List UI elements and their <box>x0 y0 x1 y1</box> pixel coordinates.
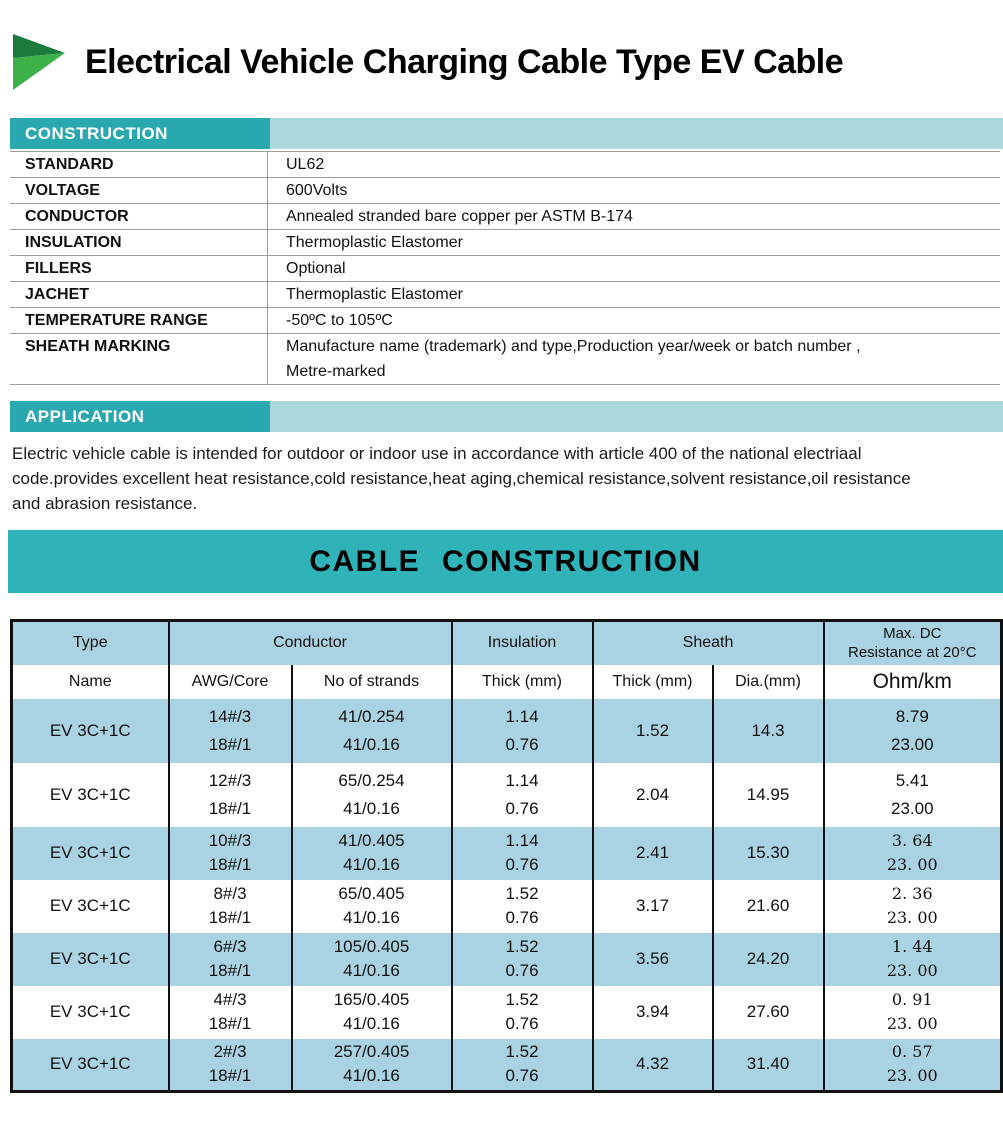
cell-awg-core: 10#/3 18#/1 <box>169 827 292 880</box>
cell-sheath-thick: 3.94 <box>593 986 713 1039</box>
col-header-max-dc-resistance <box>824 621 1002 665</box>
construction-section-title: CONSTRUCTION <box>10 118 270 149</box>
table-row <box>12 1039 1002 1092</box>
application-paragraph-line: Electric vehicle cable is intended for outdoor or indoor use in accordance with article 400 of the national electriaal <box>12 444 862 463</box>
cell-resistance: 3. 64 23. 00 <box>824 827 1002 880</box>
cell-resistance: 2. 36 23. 00 <box>824 880 1002 933</box>
cell-awg-core: 14#/3 18#/1 <box>169 699 292 763</box>
spec-label: INSULATION <box>10 230 268 255</box>
cell-insulation-thick: 1.14 0.76 <box>452 827 593 880</box>
spec-value-line-1: Manufacture name (trademark) and type,Production year/week or batch number , <box>286 338 861 355</box>
cell-resistance: 0. 57 23. 00 <box>824 1039 1002 1092</box>
subheader-name: Name <box>12 665 169 699</box>
cell-awg-core: 4#/3 18#/1 <box>169 986 292 1039</box>
cable-construction-banner-title: CABLE CONSTRUCTION <box>309 544 702 578</box>
spec-value: UL62 <box>286 156 325 173</box>
cell-sheath-dia: 15.30 <box>713 827 824 880</box>
spec-label: JACHET <box>10 282 268 307</box>
spec-row-temperature-range <box>10 308 1000 334</box>
subheader-sheath-thick: Thick (mm) <box>593 665 713 699</box>
table-row <box>12 699 1002 763</box>
col-header-sheath: Sheath <box>593 621 824 665</box>
subheader-ohm-km: Ohm/km <box>824 665 1002 699</box>
cell-strands: 165/0.405 41/0.16 <box>292 986 452 1039</box>
spec-value: Thermoplastic Elastomer <box>286 286 463 303</box>
cell-type-name: EV 3C+1C <box>12 763 169 827</box>
cell-sheath-dia: 27.60 <box>713 986 824 1039</box>
cell-resistance: 1. 44 23. 00 <box>824 933 1002 986</box>
cell-type-name: EV 3C+1C <box>12 933 169 986</box>
spec-row-fillers <box>10 256 1000 282</box>
cell-resistance: 5.41 23.00 <box>824 763 1002 827</box>
col-header-conductor: Conductor <box>169 621 452 665</box>
table-row <box>12 933 1002 986</box>
green-arrow-logo-icon <box>13 34 65 90</box>
application-section-title: APPLICATION <box>10 401 270 432</box>
spec-label: FILLERS <box>10 256 268 281</box>
cell-awg-core: 12#/3 18#/1 <box>169 763 292 827</box>
table-row <box>12 827 1002 880</box>
subheader-awg-core: AWG/Core <box>169 665 292 699</box>
spec-value: Optional <box>286 260 346 277</box>
cell-sheath-thick: 2.04 <box>593 763 713 827</box>
spec-label: STANDARD <box>10 152 268 177</box>
col-header-type: Type <box>12 621 169 665</box>
spec-value: 600Volts <box>286 182 348 199</box>
cell-resistance: 8.79 23.00 <box>824 699 1002 763</box>
cell-insulation-thick: 1.52 0.76 <box>452 933 593 986</box>
application-section-bar <box>10 401 1003 432</box>
cell-type-name: EV 3C+1C <box>12 827 169 880</box>
table-row <box>12 880 1002 933</box>
cell-sheath-thick: 3.17 <box>593 880 713 933</box>
table-header-top-row <box>12 621 1002 665</box>
subheader-insulation-thick: Thick (mm) <box>452 665 593 699</box>
cell-insulation-thick: 1.52 0.76 <box>452 880 593 933</box>
cell-insulation-thick: 1.14 0.76 <box>452 699 593 763</box>
cell-type-name: EV 3C+1C <box>12 1039 169 1092</box>
spec-row-insulation <box>10 230 1000 256</box>
spec-row-sheath-marking <box>10 334 1000 385</box>
application-paragraph <box>12 441 997 516</box>
cable-construction-table <box>10 619 1003 1093</box>
cell-sheath-thick: 1.52 <box>593 699 713 763</box>
cell-sheath-dia: 14.95 <box>713 763 824 827</box>
cable-construction-banner <box>8 530 1003 593</box>
cell-sheath-dia: 14.3 <box>713 699 824 763</box>
cell-strands: 65/0.405 41/0.16 <box>292 880 452 933</box>
construction-spec-table <box>10 151 1000 385</box>
spec-label: TEMPERATURE RANGE <box>10 308 268 333</box>
spec-row-jachet <box>10 282 1000 308</box>
cell-resistance: 0. 91 23. 00 <box>824 986 1002 1039</box>
cell-sheath-thick: 3.56 <box>593 933 713 986</box>
cell-insulation-thick: 1.52 0.76 <box>452 986 593 1039</box>
application-paragraph-line: and abrasion resistance. <box>12 494 198 513</box>
cell-awg-core: 6#/3 18#/1 <box>169 933 292 986</box>
cell-strands: 257/0.405 41/0.16 <box>292 1039 452 1092</box>
spec-label: CONDUCTOR <box>10 204 268 229</box>
construction-bar-extension <box>270 118 1003 149</box>
cell-insulation-thick: 1.52 0.76 <box>452 1039 593 1092</box>
application-paragraph-line: code.provides excellent heat resistance,cold resistance,heat aging,chemical resistance,solvent resistance,oil resistance <box>12 469 911 488</box>
page-title: Electrical Vehicle Charging Cable Type EV Cable <box>85 42 844 81</box>
cell-sheath-thick: 2.41 <box>593 827 713 880</box>
cell-strands: 65/0.254 41/0.16 <box>292 763 452 827</box>
spec-value-line-2: Metre-marked <box>286 363 386 380</box>
cell-sheath-dia: 21.60 <box>713 880 824 933</box>
cell-type-name: EV 3C+1C <box>12 880 169 933</box>
cell-sheath-thick: 4.32 <box>593 1039 713 1092</box>
cell-awg-core: 2#/3 18#/1 <box>169 1039 292 1092</box>
table-row <box>12 986 1002 1039</box>
cell-sheath-dia: 31.40 <box>713 1039 824 1092</box>
table-row <box>12 763 1002 827</box>
cell-strands: 41/0.254 41/0.16 <box>292 699 452 763</box>
resistance-header-line-2: Resistance at 20°C <box>847 644 977 662</box>
col-header-insulation: Insulation <box>452 621 593 665</box>
construction-section-bar <box>10 118 1003 149</box>
application-bar-extension <box>270 401 1003 432</box>
cell-awg-core: 8#/3 18#/1 <box>169 880 292 933</box>
cell-insulation-thick: 1.14 0.76 <box>452 763 593 827</box>
page-header <box>13 34 1003 90</box>
spec-row-voltage <box>10 178 1000 204</box>
cell-strands: 105/0.405 41/0.16 <box>292 933 452 986</box>
cell-sheath-dia: 24.20 <box>713 933 824 986</box>
subheader-no-of-strands: No of strands <box>292 665 452 699</box>
resistance-header-line-1: Max. DC <box>883 625 942 643</box>
table-header-sub-row <box>12 665 1002 699</box>
cell-type-name: EV 3C+1C <box>12 699 169 763</box>
spec-value: Thermoplastic Elastomer <box>286 234 463 251</box>
cell-strands: 41/0.405 41/0.16 <box>292 827 452 880</box>
spec-row-standard <box>10 152 1000 178</box>
spec-label: SHEATH MARKING <box>10 334 268 384</box>
spec-row-conductor <box>10 204 1000 230</box>
spec-value <box>268 334 1000 384</box>
cell-type-name: EV 3C+1C <box>12 986 169 1039</box>
spec-value: -50ºC to 105ºC <box>286 312 393 329</box>
spec-label: VOLTAGE <box>10 178 268 203</box>
spec-value: Annealed stranded bare copper per ASTM B-174 <box>286 208 633 225</box>
subheader-sheath-dia: Dia.(mm) <box>713 665 824 699</box>
